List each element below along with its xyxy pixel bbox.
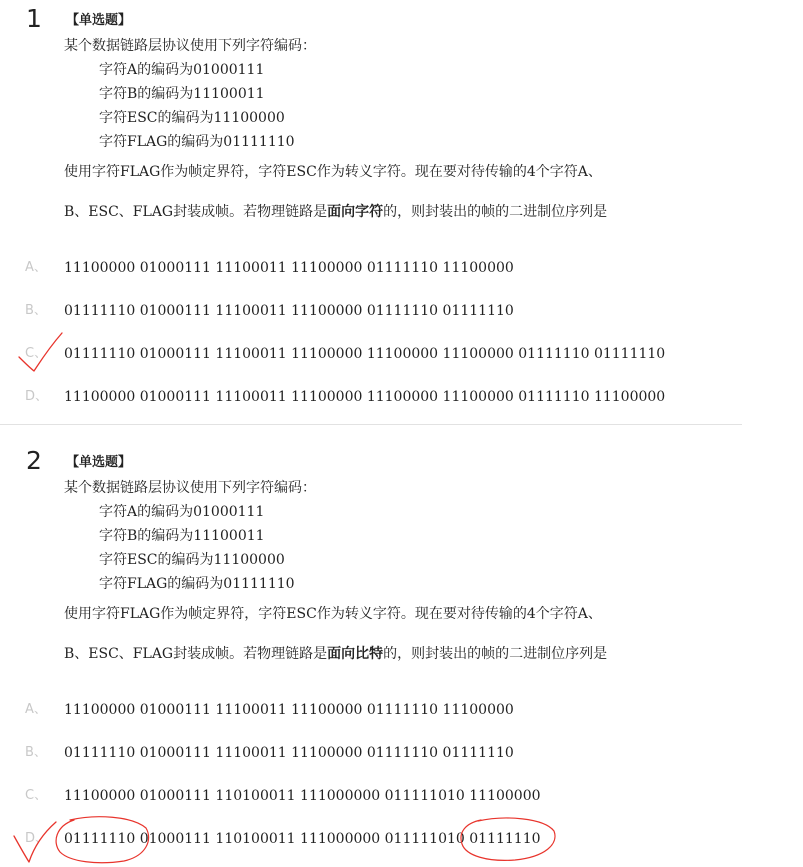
question-number: 2 [26,446,42,475]
option-text: 11100000 01000111 11100011 11100000 01111110 11100000 [64,260,514,276]
emphasis-text: 面向字符 [327,204,384,220]
encoding-line: 字符FLAG的编码为01111110 [99,134,295,150]
question-intro: 某个数据链路层协议使用下列字符编码： [64,480,316,496]
option-b[interactable] [0,297,740,325]
option-text: 01111110 01000111 11100011 11100000 01111110 01111110 [64,745,514,761]
question-text-line-2: B、ESC、FLAG封装成帧。若物理链路是面向比特的，则封装出的帧的二进制位序列是 [64,646,608,662]
question-text-line-2: B、ESC、FLAG封装成帧。若物理链路是面向字符的，则封装出的帧的二进制位序列是 [64,204,608,220]
option-letter: B、 [25,303,47,318]
option-text: 11100000 01000111 110100011 111000000 011111010 11100000 [64,788,541,804]
option-b[interactable] [0,739,740,767]
option-letter: A、 [25,702,47,717]
option-a[interactable] [0,254,740,282]
question-number: 1 [26,4,42,33]
emphasis-text: 面向比特 [327,646,384,662]
encoding-line: 字符B的编码为11100011 [99,86,265,102]
question-divider [0,424,742,425]
option-letter: A、 [25,260,47,275]
encoding-line: 字符A的编码为01000111 [99,62,265,78]
encoding-line: 字符ESC的编码为11100000 [99,552,285,568]
encoding-line: 字符B的编码为11100011 [99,528,265,544]
question-type: 【单选题】 [66,13,132,28]
question-intro: 某个数据链路层协议使用下列字符编码： [64,38,316,54]
option-letter: D、 [25,389,49,404]
option-text: 11100000 01000111 11100011 11100000 01111110 11100000 [64,702,514,718]
option-letter: B、 [25,745,47,760]
option-letter: C、 [25,346,48,361]
option-text: 01111110 01000111 110100011 111000000 011111010 01111110 [64,831,541,847]
question-text-line-1: 使用字符FLAG作为帧定界符，字符ESC作为转义字符。现在要对待传输的4个字符A、 [64,164,602,180]
option-text: 11100000 01000111 11100011 11100000 11100000 11100000 01111110 11100000 [64,389,666,405]
option-letter: D、 [25,831,49,846]
encoding-line: 字符ESC的编码为11100000 [99,110,285,126]
encoding-line: 字符FLAG的编码为01111110 [99,576,295,592]
question-text-line-1: 使用字符FLAG作为帧定界符，字符ESC作为转义字符。现在要对待传输的4个字符A、 [64,606,602,622]
question-type: 【单选题】 [66,455,132,470]
option-d[interactable] [0,383,740,411]
option-letter: C、 [25,788,48,803]
option-a[interactable] [0,696,740,724]
option-c[interactable] [0,340,740,368]
option-text: 01111110 01000111 11100011 11100000 01111110 01111110 [64,303,514,319]
option-text: 01111110 01000111 11100011 11100000 11100000 11100000 01111110 01111110 [64,346,666,362]
option-d[interactable] [0,825,740,853]
option-c[interactable] [0,782,740,810]
encoding-line: 字符A的编码为01000111 [99,504,265,520]
